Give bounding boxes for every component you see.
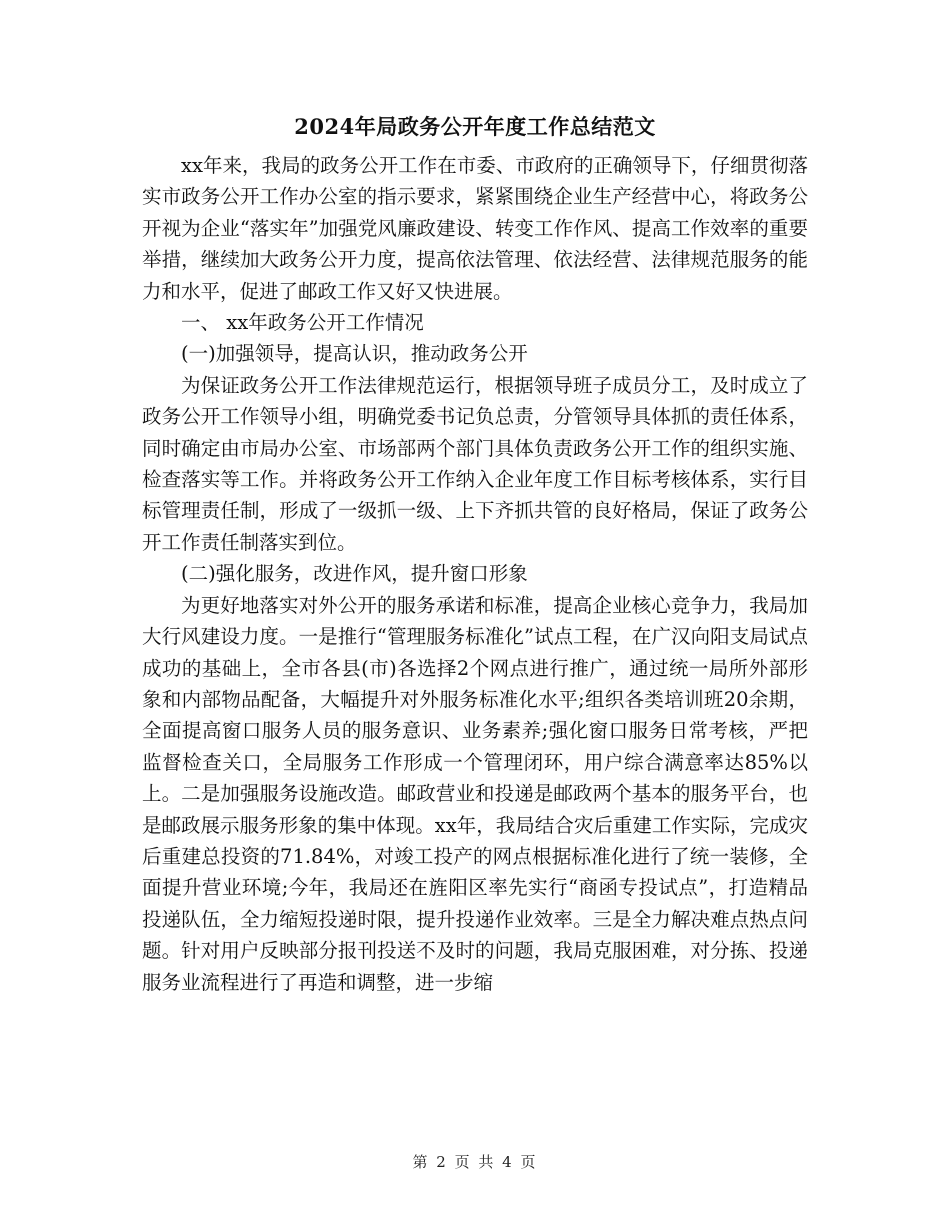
intro-paragraph: xx年来，我局的政务公开工作在市委、市政府的正确领导下，仔细贯彻落实市政务公开工作办公室的指示要求，紧紧围绕企业生产经营中心，将政务公开视为企业“落实年”加强党风廉政建设、转变工作作风、提高工作效率的重要举措，继续加大政务公开力度，提高依法管理、依法经营、法律规范服务的能力和水平，促进了邮政工作又好又快进展。 <box>142 154 808 303</box>
document-body <box>142 150 808 998</box>
subsection-heading-1: (一)加强领导，提高认识，推动政务公开 <box>181 342 528 366</box>
body-paragraph-2: 为更好地落实对外公开的服务承诺和标准，提高企业核心竞争力，我局加大行风建设力度。一是推行“管理服务标准化”试点工程，在广汉向阳支局试点成功的基础上，全市各县(市)各选择2个网点进行推广，通过统一局所外部形象和内部物品配备，大幅提升对外服务标准化水平;组织各类培训班20余期，全面提高窗口服务人员的服务意识、业务素养;强化窗口服务日常考核，严把监督检查关口，全局服务工作形成一个管理闭环，用户综合满意率达85%以上。二是加强服务设施改造。邮政营业和投递是邮政两个基本的服务平台，也是邮政展示服务形象的集中体现。xx年，我局结合灾后重建工作实际，完成灾后重建总投资的71.84%，对竣工投产的网点根据标准化进行了统一装修，全面提升营业环境;今年，我局还在旌阳区率先实行“商函专投试点”，打造精品投递队伍，全力缩短投递时限，提升投递作业效率。三是全力解决难点热点问题。针对用户反映部分报刊投送不及时的问题，我局克服困难，对分拣、投递服务业流程进行了再造和调整，进一步缩 <box>142 593 808 994</box>
body-paragraph-1: 为保证政务公开工作法律规范运行，根据领导班子成员分工，及时成立了政务公开工作领导小组，明确党委书记负总责，分管领导具体抓的责任体系，同时确定由市局办公室、市场部两个部门具体负责政务公开工作的组织实施、检查落实等工作。并将政务公开工作纳入企业年度工作目标考核体系，实行目标管理责任制，形成了一级抓一级、上下齐抓共管的良好格局，保证了政务公开工作责任制落实到位。 <box>142 373 808 554</box>
section-heading-1: 一、 xx年政务公开工作情况 <box>181 311 424 335</box>
subsection-heading-2: (二)强化服务，改进作风，提升窗口形象 <box>181 562 528 586</box>
page-number-footer: 第 2 页 共 4 页 <box>412 1153 538 1171</box>
document-title: 2024年局政务公开年度工作总结范文 <box>294 114 656 139</box>
